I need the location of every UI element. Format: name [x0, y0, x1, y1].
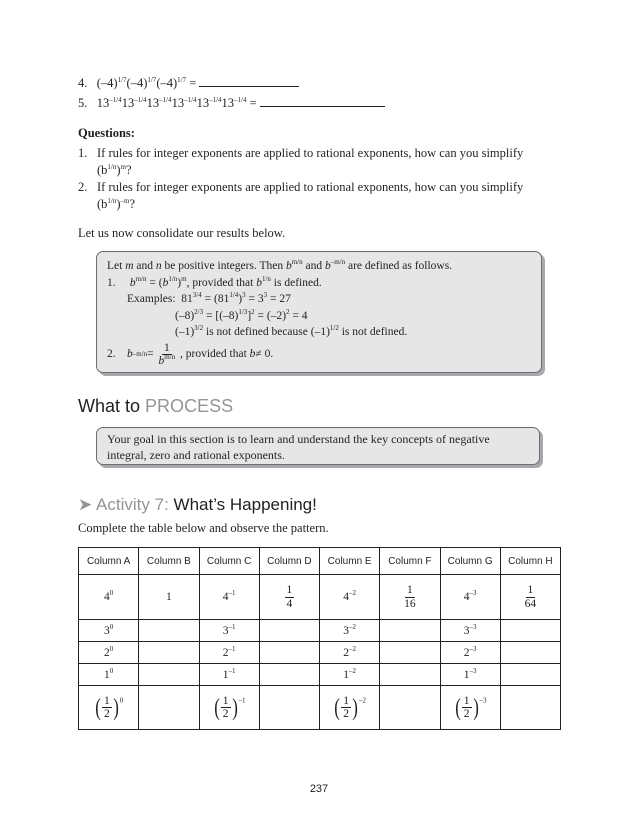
instruction-text: Complete the table below and observe the pattern. — [78, 521, 329, 535]
blank-cell[interactable] — [500, 642, 560, 664]
summary-intro: Let m and n be positive integers. Then $b^{m/n}$ and $b^{-m/n}$ are defined as follows. — [107, 258, 453, 272]
summary-example-3: $(-1)^{3/2}$ is not defined because $(-1)^{1/2}$ is not defined. — [175, 324, 408, 338]
blank-cell[interactable] — [380, 686, 440, 730]
blank-cell[interactable] — [500, 664, 560, 686]
answer-blank-4[interactable] — [199, 75, 299, 87]
activity-heading: ➤ Activity 7: What’s Happening! — [78, 495, 317, 514]
summary-box — [96, 251, 542, 373]
table-row: $2^0$ $2^{-1}$ $2^{-2}$ $2^{-3}$ — [79, 642, 561, 664]
table-row: $4^0$ 1 $4^{-1}$ $\frac{1}{4}$ $4^{-2}$ $\frac{1}{16}$ $4^{-3}$ $\frac{1}{64}$ — [79, 575, 561, 620]
blank-cell[interactable] — [139, 642, 199, 664]
exercise-5: 5. $13^{-1/4}13^{-1/4}13^{-1/4}13^{-1/4}13^{-1/4}13^{-1/4}$ = — [78, 95, 385, 111]
blank-cell[interactable] — [139, 664, 199, 686]
questions-heading: Questions: — [78, 126, 135, 140]
blank-cell[interactable] — [139, 686, 199, 730]
summary-example-2: $(-8)^{2/3} = [(-8)^{1/3}]^2 = (-2)^2 = 4$ — [175, 307, 308, 322]
blank-cell[interactable] — [259, 664, 319, 686]
blank-cell[interactable] — [380, 664, 440, 686]
exponent-table — [78, 547, 561, 730]
table-row: $1^0$ $1^{-1}$ $1^{-2}$ $1^{-3}$ — [79, 664, 561, 686]
exercise-4: 4. $(-4)^{1/7}(-4)^{1/7}(-4)^{1/7}$ = — [78, 75, 299, 91]
consolidate-text: Let us now consolidate our results below. — [78, 226, 286, 240]
blank-cell[interactable] — [500, 620, 560, 642]
arrow-icon: ➤ — [78, 495, 93, 514]
summary-rule-1: 1. $b^{m/n} = (b^{1/n})^m$, provided that $b^{1/n}$ is defined. — [107, 274, 322, 289]
blank-cell[interactable] — [139, 620, 199, 642]
blank-cell[interactable] — [259, 642, 319, 664]
section-heading-process: What to PROCESS — [78, 396, 234, 416]
summary-example-1: Examples: $81^{3/4} = (81^{1/4})^3 = 3^3 = 27$ — [127, 291, 291, 305]
answer-blank-5[interactable] — [260, 95, 385, 107]
blank-cell[interactable] — [259, 686, 319, 730]
summary-fraction: $\frac{1}{b^{m/n}}$ — [158, 341, 176, 367]
table-row: ( $\frac{1}{2}$ ) $^0$ ( $\frac{1}{2}$ ) $^{-1}$ ( $\frac{1}{2}$ ) $^{-2}$ ( $\frac{1}{2}$ ) $^{-3}$ — [79, 686, 561, 730]
table-header-row: Column A Column B Column C Column D Column E Column F Column G Column H — [79, 548, 561, 575]
blank-cell[interactable] — [259, 620, 319, 642]
question-2: 2. If rules for integer exponents are applied to rational exponents, how can you simplify $(b^{1/n})^{-m}$? — [78, 180, 524, 211]
blank-cell[interactable] — [500, 686, 560, 730]
summary-rule-2: 2. b –m/n = $\frac{1}{b^{m/n}}$ , provided that b ≠ 0. — [107, 341, 274, 367]
blank-cell[interactable] — [380, 642, 440, 664]
goal-box: Your goal in this section is to learn and understand the key concepts of negative integral, zero and rational exponents. — [96, 427, 540, 465]
table-row: $3^0$ $3^{-1}$ $3^{-2}$ $3^{-3}$ — [79, 620, 561, 642]
question-1: 1. If rules for integer exponents are applied to rational exponents, how can you simplify $(b^{1/n})^m$? — [78, 146, 524, 177]
blank-cell[interactable] — [380, 620, 440, 642]
page-number: 237 — [309, 783, 329, 795]
